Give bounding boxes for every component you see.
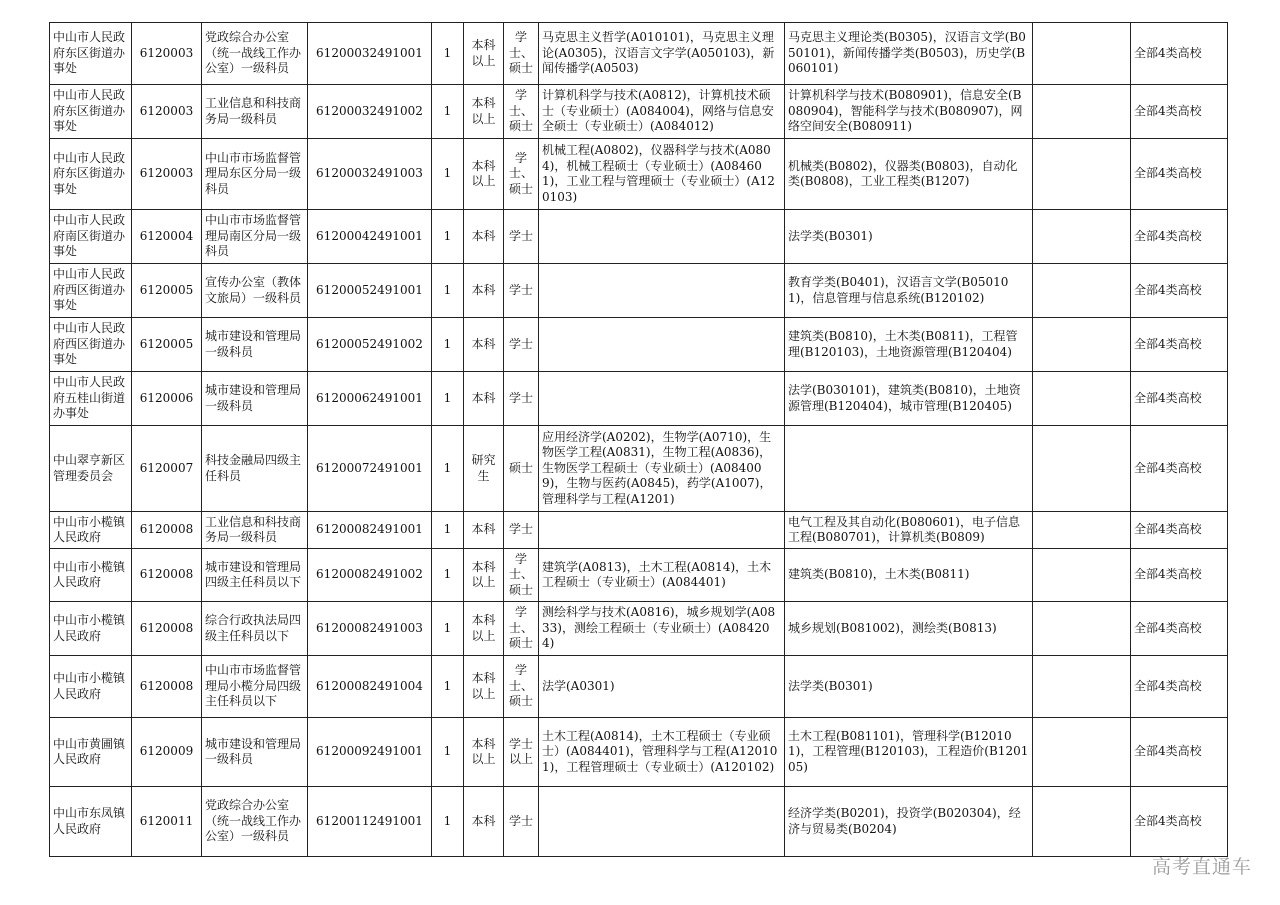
count-cell: 1 xyxy=(432,787,464,857)
source-cell: 全部4类高校 xyxy=(1131,372,1228,426)
post-cell: 党政综合办公室（统一战线工作办公室）一级科员 xyxy=(202,787,308,857)
watermark: 高考直通车 xyxy=(1151,856,1252,878)
source-cell: 全部4类高校 xyxy=(1131,549,1228,602)
post-code-cell: 61200082491001 xyxy=(308,512,432,549)
unit-cell: 中山市小榄镇人民政府 xyxy=(50,549,132,602)
graduate-major-cell xyxy=(539,318,785,372)
unit-cell: 中山翠亨新区管理委员会 xyxy=(50,426,132,512)
graduate-major-cell xyxy=(539,210,785,264)
undergraduate-major-cell: 法学类(B0301) xyxy=(785,210,1033,264)
table-row xyxy=(50,656,1228,718)
education-cell: 本科 xyxy=(464,264,504,318)
undergraduate-major-cell: 建筑类(B0810)，土木类(B0811) xyxy=(785,549,1033,602)
unit-cell: 中山市人民政府东区街道办事处 xyxy=(50,23,132,85)
undergraduate-major-cell: 马克思主义理论类(B0305)，汉语言文学(B050101)，新闻传播学类(B0503)，历史学(B060101) xyxy=(785,23,1033,85)
unit-code-cell: 6120011 xyxy=(132,787,202,857)
table-row xyxy=(50,549,1228,602)
recruitment-table xyxy=(49,22,1228,857)
graduate-major-cell xyxy=(539,787,785,857)
degree-cell: 学士、硕士 xyxy=(504,549,539,602)
post-code-cell: 61200092491001 xyxy=(308,718,432,787)
unit-code-cell: 6120003 xyxy=(132,85,202,139)
source-cell: 全部4类高校 xyxy=(1131,210,1228,264)
post-code-cell: 61200042491001 xyxy=(308,210,432,264)
post-code-cell: 61200032491002 xyxy=(308,85,432,139)
degree-cell: 学士 xyxy=(504,512,539,549)
post-code-cell: 61200032491001 xyxy=(308,23,432,85)
education-cell: 本科以上 xyxy=(464,718,504,787)
post-cell: 城市建设和管理局一级科员 xyxy=(202,318,308,372)
degree-cell: 学士、硕士 xyxy=(504,656,539,718)
unit-code-cell: 6120009 xyxy=(132,718,202,787)
unit-code-cell: 6120008 xyxy=(132,602,202,656)
unit-code-cell: 6120008 xyxy=(132,512,202,549)
table-row xyxy=(50,318,1228,372)
count-cell: 1 xyxy=(432,210,464,264)
post-code-cell: 61200052491002 xyxy=(308,318,432,372)
graduate-major-cell xyxy=(539,264,785,318)
table-row xyxy=(50,23,1228,85)
source-cell: 全部4类高校 xyxy=(1131,264,1228,318)
education-cell: 本科以上 xyxy=(464,656,504,718)
degree-cell: 学士、硕士 xyxy=(504,85,539,139)
unit-cell: 中山市东凤镇人民政府 xyxy=(50,787,132,857)
table-row xyxy=(50,718,1228,787)
source-cell: 全部4类高校 xyxy=(1131,718,1228,787)
source-cell: 全部4类高校 xyxy=(1131,787,1228,857)
undergraduate-major-cell: 经济学类(B0201)，投资学(B020304)，经济与贸易类(B0204) xyxy=(785,787,1033,857)
other-requirements-cell xyxy=(1033,718,1131,787)
table-row xyxy=(50,787,1228,857)
education-cell: 本科 xyxy=(464,372,504,426)
graduate-major-cell: 应用经济学(A0202)，生物学(A0710)，生物医学工程(A0831)，生物工程(A0836)，生物医学工程硕士（专业硕士）(A084009)，生物与医药(A0845)，药学(A1007)，管理科学与工程(A1201) xyxy=(539,426,785,512)
post-cell: 城市建设和管理局一级科员 xyxy=(202,718,308,787)
other-requirements-cell xyxy=(1033,210,1131,264)
post-cell: 综合行政执法局四级主任科员以下 xyxy=(202,602,308,656)
degree-cell: 学士、硕士 xyxy=(504,23,539,85)
post-code-cell: 61200032491003 xyxy=(308,139,432,210)
unit-cell: 中山市小榄镇人民政府 xyxy=(50,602,132,656)
count-cell: 1 xyxy=(432,372,464,426)
post-code-cell: 61200082491004 xyxy=(308,656,432,718)
other-requirements-cell xyxy=(1033,23,1131,85)
undergraduate-major-cell: 机械类(B0802)，仪器类(B0803)，自动化类(B0808)，工业工程类(B1207) xyxy=(785,139,1033,210)
undergraduate-major-cell: 建筑类(B0810)，土木类(B0811)，工程管理(B120103)，土地资源管理(B120404) xyxy=(785,318,1033,372)
source-cell: 全部4类高校 xyxy=(1131,318,1228,372)
degree-cell: 学士、硕士 xyxy=(504,602,539,656)
graduate-major-cell: 测绘科学与技术(A0816)，城乡规划学(A0833)，测绘工程硕士（专业硕士）(A084204) xyxy=(539,602,785,656)
count-cell: 1 xyxy=(432,549,464,602)
source-cell: 全部4类高校 xyxy=(1131,426,1228,512)
unit-code-cell: 6120003 xyxy=(132,23,202,85)
unit-cell: 中山市人民政府东区街道办事处 xyxy=(50,139,132,210)
unit-code-cell: 6120005 xyxy=(132,318,202,372)
undergraduate-major-cell: 教育学类(B0401)，汉语言文学(B050101)，信息管理与信息系统(B120102) xyxy=(785,264,1033,318)
graduate-major-cell: 建筑学(A0813)，土木工程(A0814)，土木工程硕士（专业硕士）(A084401) xyxy=(539,549,785,602)
post-cell: 中山市市场监督管理局东区分局一级科员 xyxy=(202,139,308,210)
graduate-major-cell: 计算机科学与技术(A0812)，计算机技术硕士（专业硕士）(A084004)，网络与信息安全硕士（专业硕士）(A084012) xyxy=(539,85,785,139)
undergraduate-major-cell: 电气工程及其自动化(B080601)，电子信息工程(B080701)，计算机类(B0809) xyxy=(785,512,1033,549)
table-row xyxy=(50,264,1228,318)
post-code-cell: 61200082491002 xyxy=(308,549,432,602)
other-requirements-cell xyxy=(1033,318,1131,372)
table-row xyxy=(50,85,1228,139)
post-cell: 科技金融局四级主任科员 xyxy=(202,426,308,512)
count-cell: 1 xyxy=(432,23,464,85)
unit-cell: 中山市人民政府五桂山街道办事处 xyxy=(50,372,132,426)
post-code-cell: 61200062491001 xyxy=(308,372,432,426)
degree-cell: 学士 xyxy=(504,372,539,426)
unit-code-cell: 6120008 xyxy=(132,549,202,602)
other-requirements-cell xyxy=(1033,656,1131,718)
other-requirements-cell xyxy=(1033,372,1131,426)
education-cell: 本科以上 xyxy=(464,85,504,139)
graduate-major-cell: 土木工程(A0814)，土木工程硕士（专业硕士）(A084401)，管理科学与工程(A120101)，工程管理硕士（专业硕士）(A120102) xyxy=(539,718,785,787)
education-cell: 本科 xyxy=(464,787,504,857)
other-requirements-cell xyxy=(1033,139,1131,210)
post-code-cell: 61200052491001 xyxy=(308,264,432,318)
unit-cell: 中山市人民政府西区街道办事处 xyxy=(50,264,132,318)
education-cell: 本科以上 xyxy=(464,139,504,210)
source-cell: 全部4类高校 xyxy=(1131,85,1228,139)
post-code-cell: 61200072491001 xyxy=(308,426,432,512)
unit-code-cell: 6120004 xyxy=(132,210,202,264)
education-cell: 本科 xyxy=(464,210,504,264)
count-cell: 1 xyxy=(432,318,464,372)
unit-cell: 中山市小榄镇人民政府 xyxy=(50,512,132,549)
degree-cell: 学士 xyxy=(504,318,539,372)
education-cell: 研究生 xyxy=(464,426,504,512)
post-cell: 工业信息和科技商务局一级科员 xyxy=(202,85,308,139)
unit-code-cell: 6120008 xyxy=(132,656,202,718)
table-row xyxy=(50,512,1228,549)
post-code-cell: 61200082491003 xyxy=(308,602,432,656)
undergraduate-major-cell: 法学(B030101)，建筑类(B0810)，土地资源管理(B120404)，城市管理(B120405) xyxy=(785,372,1033,426)
unit-cell: 中山市人民政府西区街道办事处 xyxy=(50,318,132,372)
other-requirements-cell xyxy=(1033,787,1131,857)
source-cell: 全部4类高校 xyxy=(1131,512,1228,549)
source-cell: 全部4类高校 xyxy=(1131,602,1228,656)
count-cell: 1 xyxy=(432,139,464,210)
count-cell: 1 xyxy=(432,85,464,139)
undergraduate-major-cell: 法学类(B0301) xyxy=(785,656,1033,718)
post-cell: 城市建设和管理局四级主任科员以下 xyxy=(202,549,308,602)
degree-cell: 学士 xyxy=(504,210,539,264)
other-requirements-cell xyxy=(1033,85,1131,139)
table-row xyxy=(50,210,1228,264)
degree-cell: 硕士 xyxy=(504,426,539,512)
source-cell: 全部4类高校 xyxy=(1131,139,1228,210)
graduate-major-cell xyxy=(539,512,785,549)
table-row xyxy=(50,139,1228,210)
education-cell: 本科 xyxy=(464,318,504,372)
other-requirements-cell xyxy=(1033,512,1131,549)
unit-cell: 中山市人民政府南区街道办事处 xyxy=(50,210,132,264)
undergraduate-major-cell: 计算机科学与技术(B080901)，信息安全(B080904)，智能科学与技术(B080907)，网络空间安全(B080911) xyxy=(785,85,1033,139)
unit-cell: 中山市黄圃镇人民政府 xyxy=(50,718,132,787)
post-cell: 城市建设和管理局一级科员 xyxy=(202,372,308,426)
count-cell: 1 xyxy=(432,656,464,718)
education-cell: 本科 xyxy=(464,512,504,549)
count-cell: 1 xyxy=(432,426,464,512)
degree-cell: 学士、硕士 xyxy=(504,139,539,210)
undergraduate-major-cell: 城乡规划(B081002)，测绘类(B0813) xyxy=(785,602,1033,656)
table-row xyxy=(50,602,1228,656)
table-row xyxy=(50,426,1228,512)
unit-code-cell: 6120006 xyxy=(132,372,202,426)
other-requirements-cell xyxy=(1033,426,1131,512)
education-cell: 本科以上 xyxy=(464,549,504,602)
other-requirements-cell xyxy=(1033,264,1131,318)
unit-code-cell: 6120003 xyxy=(132,139,202,210)
unit-code-cell: 6120007 xyxy=(132,426,202,512)
count-cell: 1 xyxy=(432,718,464,787)
other-requirements-cell xyxy=(1033,549,1131,602)
count-cell: 1 xyxy=(432,512,464,549)
undergraduate-major-cell xyxy=(785,426,1033,512)
degree-cell: 学士 xyxy=(504,264,539,318)
graduate-major-cell: 法学(A0301) xyxy=(539,656,785,718)
unit-code-cell: 6120005 xyxy=(132,264,202,318)
post-cell: 工业信息和科技商务局一级科员 xyxy=(202,512,308,549)
post-code-cell: 61200112491001 xyxy=(308,787,432,857)
education-cell: 本科以上 xyxy=(464,602,504,656)
education-cell: 本科以上 xyxy=(464,23,504,85)
post-cell: 中山市市场监督管理局南区分局一级科员 xyxy=(202,210,308,264)
graduate-major-cell xyxy=(539,372,785,426)
post-cell: 中山市市场监督管理局小榄分局四级主任科员以下 xyxy=(202,656,308,718)
graduate-major-cell: 马克思主义哲学(A010101)，马克思主义理论(A0305)，汉语言文字学(A050103)，新闻传播学(A0503) xyxy=(539,23,785,85)
undergraduate-major-cell: 土木工程(B081101)，管理科学(B120101)，工程管理(B120103)，工程造价(B120105) xyxy=(785,718,1033,787)
source-cell: 全部4类高校 xyxy=(1131,23,1228,85)
post-cell: 宣传办公室（教体文旅局）一级科员 xyxy=(202,264,308,318)
degree-cell: 学士 xyxy=(504,787,539,857)
unit-cell: 中山市小榄镇人民政府 xyxy=(50,656,132,718)
other-requirements-cell xyxy=(1033,602,1131,656)
source-cell: 全部4类高校 xyxy=(1131,656,1228,718)
table-row xyxy=(50,372,1228,426)
graduate-major-cell: 机械工程(A0802)，仪器科学与技术(A0804)，机械工程硕士（专业硕士）(A084601)，工业工程与管理硕士（专业硕士）(A120103) xyxy=(539,139,785,210)
count-cell: 1 xyxy=(432,264,464,318)
degree-cell: 学士以上 xyxy=(504,718,539,787)
count-cell: 1 xyxy=(432,602,464,656)
unit-cell: 中山市人民政府东区街道办事处 xyxy=(50,85,132,139)
table-body xyxy=(50,23,1228,857)
post-cell: 党政综合办公室（统一战线工作办公室）一级科员 xyxy=(202,23,308,85)
